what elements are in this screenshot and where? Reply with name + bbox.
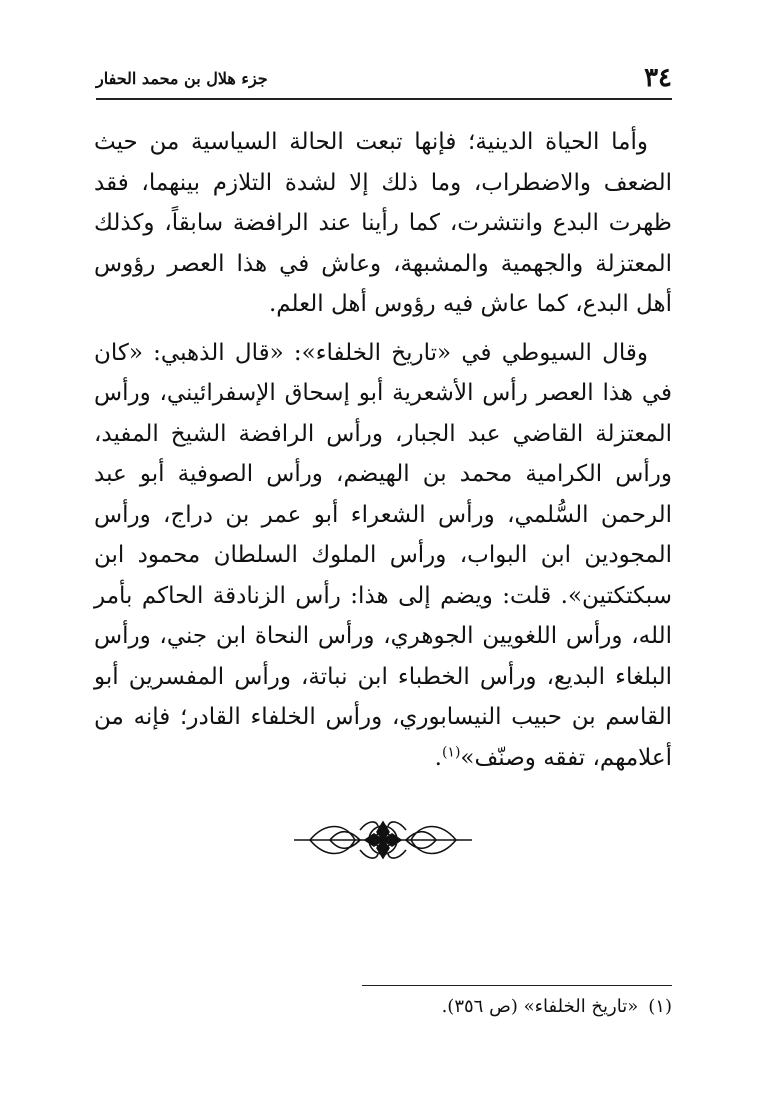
footnote-divider — [362, 985, 672, 986]
paragraph: وأما الحياة الدينية؛ فإنها تبعت الحالة السياسية من حيث الضعف والاضطراب، وما ذلك إلا لشدة التلازم بينهما، فقد ظهرت البدع وانتشرت، كما رأينا عند الرافضة سابقاً، وكذلك المعتزلة والجهمية والمشبهة، وعاش في هذا العصر رؤوس أهل البدع، كما عاش فيه رؤوس أهل العلم. — [94, 129, 672, 317]
footnote-number: (١) — [648, 996, 672, 1017]
footnote — [96, 996, 672, 1017]
paragraph-end: . — [434, 744, 442, 771]
running-title: جزء هلال بن محمد الحفار — [96, 68, 268, 88]
paragraph — [94, 333, 672, 779]
paragraph-text: وقال السيوطي في «تاريخ الخلفاء»: «قال الذهبي: «كان في هذا العصر رأس الأشعرية أبو إسحاق الإسفرائيني، ورأس المعتزلة القاضي عبد الجبار، ورأس الرافضة الشيخ المفيد، ورأس الكرامية محمد بن الهيضم، ورأس الصوفية أبو عبد الرحمن السُّلمي، ورأس الشعراء أبو عمر بن دراج، ورأس المجودين ابن البواب، ورأس الملوك السلطان محمود ابن سبكتكتين». قلت: ويضم إلى هذا: رأس الزنادقة الحاكم بأمر الله، ورأس اللغويين الجوهري، ورأس النحاة ابن جني، ورأس البلغاء البديع، ورأس الخطباء ابن نباتة، ورأس المفسرين أبو القاسم بن حبيب النيسابوري، ورأس الخلفاء القادر؛ فإنه من أعلامهم، تفقه وصنّف» — [94, 339, 672, 771]
footnote-reference[interactable]: (١) — [441, 743, 461, 760]
footnote-text: «تاريخ الخلفاء» (ص ٣٥٦). — [441, 996, 639, 1017]
page-header — [96, 58, 672, 100]
ornament-divider-icon — [290, 810, 476, 870]
page-number: ٣٤ — [644, 63, 672, 93]
main-text — [94, 122, 672, 786]
